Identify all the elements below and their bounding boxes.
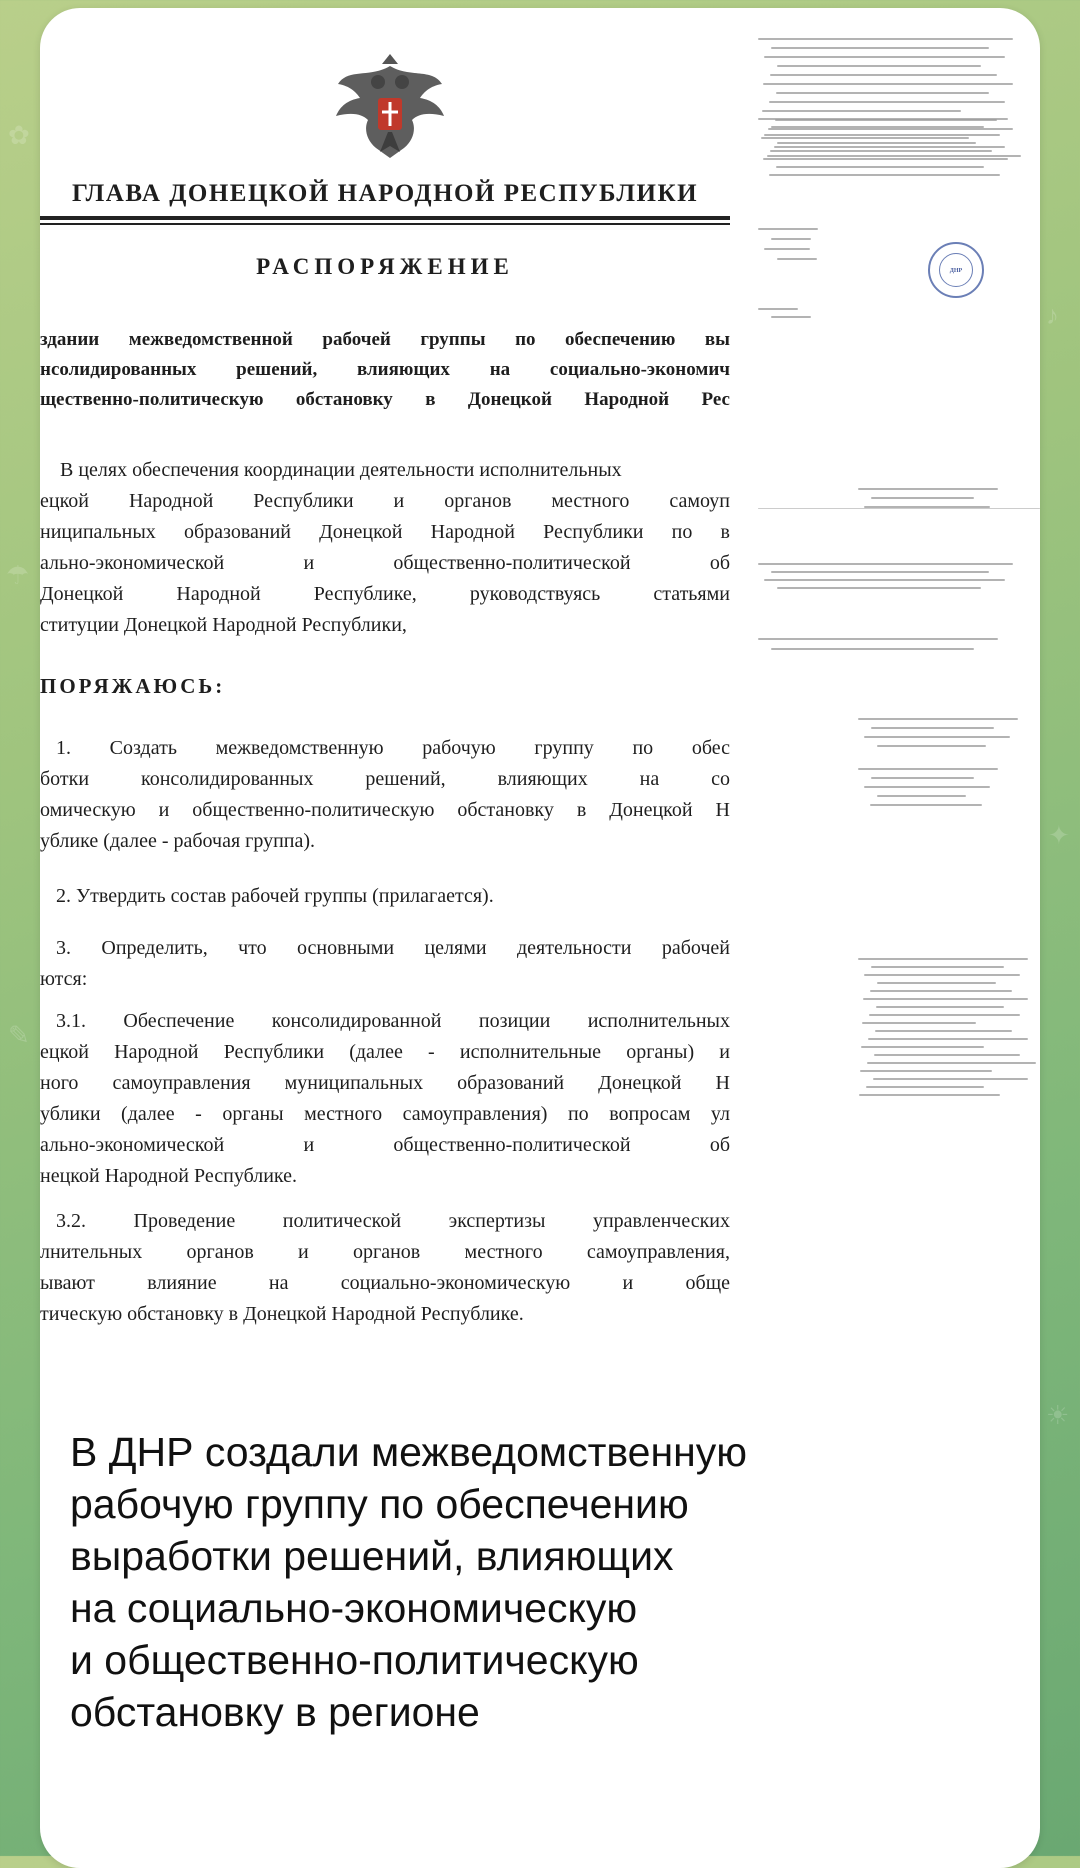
caption-line: рабочую группу по обеспечению — [70, 1481, 689, 1527]
item-line: 3. Определить, что основными целями деятельности рабочей — [56, 937, 730, 959]
illegible-text-line — [863, 998, 1028, 1000]
preamble-line: ально-экономической и общественно-политической об — [40, 552, 730, 574]
item-line: ботки консолидированных решений, влияющих на со — [40, 768, 730, 790]
illegible-text-line — [776, 166, 984, 168]
header-rule-thin — [40, 223, 730, 225]
illegible-text-line — [776, 92, 989, 94]
illegible-text-line — [758, 228, 818, 230]
illegible-text-line — [764, 248, 810, 250]
illegible-text-line — [777, 65, 981, 67]
item-line: нецкой Народной Республике. — [40, 1165, 298, 1187]
item-line: 3.1. Обеспечение консолидированной позиции исполнительных — [56, 1010, 730, 1032]
preamble-line: ниципальных образований Донецкой Народной Республики по в — [40, 521, 730, 543]
illegible-text-line — [874, 1054, 1020, 1056]
caption-line: обстановку в регионе — [70, 1689, 480, 1735]
illegible-text-line — [866, 1086, 984, 1088]
item-line: ублике (далее - рабочая группа). — [40, 830, 316, 852]
illegible-text-line — [867, 1062, 1036, 1064]
illegible-text-line — [762, 110, 961, 112]
document-subject-line: нсолидированных решений, влияющих на социально-экономич — [40, 359, 730, 380]
document-image-pages-2-3[interactable] — [758, 8, 1040, 1348]
illegible-text-line — [868, 1038, 1028, 1040]
item-line: ально-экономической и общественно-политической об — [40, 1134, 730, 1156]
caption-line: выработки решений, влияющих — [70, 1533, 674, 1579]
illegible-text-line — [771, 47, 989, 49]
illegible-text-line — [774, 146, 1005, 148]
illegible-text-line — [769, 174, 1000, 176]
illegible-text-line — [877, 745, 986, 747]
header-rule — [40, 216, 730, 220]
wallpaper-doodle: ✦ — [1048, 820, 1070, 850]
page-divider — [758, 508, 1040, 509]
preamble-line: ституции Донецкой Народной Республики, — [40, 614, 407, 636]
illegible-text-line — [769, 101, 1005, 103]
illegible-text-line — [771, 238, 811, 240]
illegible-text-line — [777, 587, 981, 589]
wallpaper-doodle: ☂ — [6, 560, 30, 590]
document-subject-line: щественно-политическую обстановку в Донецкой Народной Рес — [40, 389, 730, 410]
illegible-text-line — [864, 974, 1020, 976]
preamble-line: В целях обеспечения координации деятельности исполнительных — [60, 459, 622, 481]
illegible-text-line — [771, 648, 974, 650]
item-line: ублики (далее - органы местного самоуправления) по вопросам ул — [40, 1103, 730, 1125]
illegible-text-line — [862, 1022, 976, 1024]
illegible-text-line — [777, 258, 817, 260]
illegible-text-line — [858, 718, 1018, 720]
illegible-text-line — [764, 134, 1000, 136]
ordering-word: ПОРЯЖАЮСЬ: — [40, 674, 226, 698]
illegible-text-line — [870, 990, 1012, 992]
illegible-text-line — [771, 316, 811, 318]
illegible-text-line — [869, 1014, 1020, 1016]
item-line: ются: — [40, 968, 88, 990]
illegible-text-line — [770, 150, 992, 152]
document-subject-line: здании межведомственной рабочей группы по обеспечению вы — [40, 329, 730, 350]
illegible-text-line — [758, 308, 798, 310]
illegible-text-line — [764, 579, 1005, 581]
illegible-text-line — [758, 118, 1008, 120]
document-title: РАСПОРЯЖЕНИЕ — [256, 254, 514, 279]
item-line: 3.2. Проведение политической экспертизы управленческих — [56, 1210, 730, 1232]
illegible-text-line — [768, 128, 1013, 130]
item-line: 2. Утвердить состав рабочей группы (прилагается). — [56, 885, 494, 907]
illegible-text-line — [864, 786, 990, 788]
illegible-text-line — [771, 126, 984, 128]
official-stamp-icon — [928, 242, 984, 298]
item-line: 1. Создать межведомственную рабочую группу по обес — [56, 737, 730, 759]
illegible-text-line — [758, 638, 998, 640]
preamble-line: Донецкой Народной Республике, руководствуясь статьями — [40, 583, 730, 605]
illegible-text-line — [758, 38, 1013, 40]
item-line: тическую обстановку в Донецкой Народной Республике. — [40, 1303, 524, 1325]
item-line: ецкой Народной Республики (далее - исполнительные органы) и — [40, 1041, 730, 1063]
illegible-text-line — [871, 966, 1004, 968]
illegible-text-line — [871, 777, 974, 779]
illegible-text-line — [858, 958, 1028, 960]
illegible-text-line — [861, 1046, 984, 1048]
illegible-text-line — [870, 804, 982, 806]
item-line: ного самоуправления муниципальных образований Донецкой Н — [40, 1072, 730, 1094]
caption-line: на социально-экономическую — [70, 1585, 638, 1631]
document-image-page-1[interactable] — [40, 8, 730, 1348]
illegible-text-line — [859, 1094, 1000, 1096]
illegible-text-line — [763, 158, 1008, 160]
wallpaper-doodle: ♪ — [1046, 300, 1059, 330]
illegible-text-line — [771, 571, 989, 573]
illegible-text-line — [767, 155, 1021, 157]
illegible-text-line — [873, 1078, 1028, 1080]
illegible-text-line — [763, 83, 1013, 85]
illegible-text-line — [871, 497, 974, 499]
illegible-text-line — [764, 56, 1005, 58]
coat-of-arms-icon — [330, 48, 450, 168]
illegible-text-line — [875, 1030, 1012, 1032]
wallpaper-doodle: ✿ — [8, 120, 30, 150]
item-line: ывают влияние на социально-экономическую и обще — [40, 1272, 730, 1294]
preamble-line: ецкой Народной Республики и органов местного самоуп — [40, 490, 730, 512]
illegible-text-line — [858, 768, 998, 770]
message-bubble[interactable] — [40, 8, 1040, 1868]
illegible-text-line — [871, 727, 994, 729]
illegible-text-line — [777, 142, 976, 144]
item-line: омическую и общественно-политическую обстановку в Донецкой Н — [40, 799, 730, 821]
wallpaper-doodle: ✎ — [8, 1020, 30, 1050]
illegible-text-line — [858, 488, 998, 490]
message-caption — [70, 1426, 1020, 1738]
caption-line: и общественно-политическую — [70, 1637, 639, 1683]
caption-line: В ДНР создали межведомственную — [70, 1429, 748, 1475]
stamp-center: ДНР — [939, 253, 973, 287]
illegible-text-line — [758, 563, 1013, 565]
illegible-text-line — [770, 74, 997, 76]
illegible-text-line — [864, 736, 1010, 738]
illegible-text-line — [877, 795, 966, 797]
illegible-text-line — [860, 1070, 992, 1072]
illegible-text-line — [761, 137, 969, 139]
wallpaper-doodle: ☀ — [1046, 1400, 1070, 1430]
illegible-text-line — [877, 982, 996, 984]
document-header: ГЛАВА ДОНЕЦКОЙ НАРОДНОЙ РЕСПУБЛИКИ — [72, 180, 699, 207]
item-line: лнительных органов и органов местного самоуправления, — [40, 1241, 730, 1263]
illegible-text-line — [876, 1006, 1004, 1008]
